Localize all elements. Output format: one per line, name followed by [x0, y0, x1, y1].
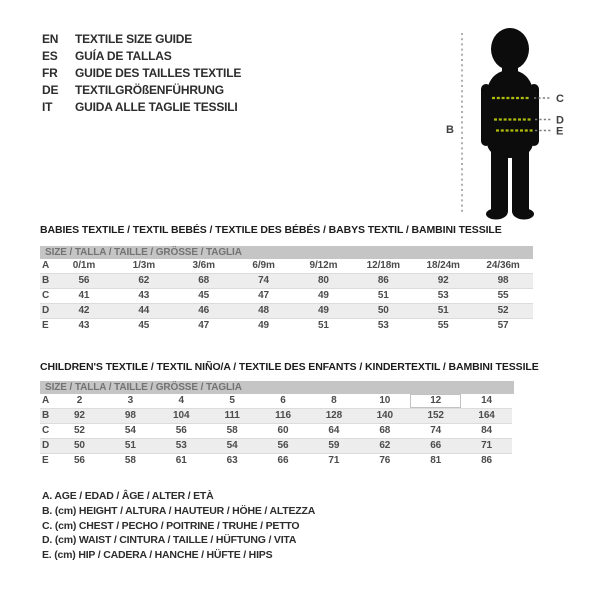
waist-label: D: [556, 114, 564, 127]
table-cell: 55: [497, 290, 509, 301]
table-cell: 52: [73, 425, 85, 436]
table-cell: 62: [138, 275, 150, 286]
language-row: [42, 31, 241, 48]
language-label: TEXTILGRÖßENFÜHRUNG: [75, 83, 224, 97]
table-cell: 43: [138, 290, 150, 301]
table-cell: 50: [73, 440, 85, 451]
table-cell: 60: [277, 425, 289, 436]
hip-label: E: [556, 125, 564, 138]
table-cell: 71: [481, 440, 493, 451]
table-cell: 66: [277, 455, 289, 466]
table-cell: 42: [78, 305, 90, 316]
table-row: [40, 259, 533, 274]
table-cell: 104: [173, 410, 190, 421]
table-cell: 14: [481, 395, 493, 406]
table-cell: 92: [437, 275, 449, 286]
row-label: C: [42, 290, 50, 301]
table-cell: 6: [280, 395, 286, 406]
table-cell: 80: [317, 275, 329, 286]
table-cell: 62: [379, 440, 391, 451]
row-label: E: [42, 455, 49, 466]
table-cell: 51: [124, 440, 136, 451]
table-cell: 3/6m: [192, 260, 215, 271]
table-cell: 140: [376, 410, 393, 421]
table-cell: 56: [78, 275, 90, 286]
row-label: A: [42, 395, 50, 406]
table-cell: 54: [226, 440, 238, 451]
table-cell: 1/3m: [132, 260, 156, 271]
legend-hip: E. (cm) HIP / CADERA / HANCHE / HÜFTE / HIPS: [42, 549, 273, 562]
table-row: [40, 439, 512, 454]
table-cell: 164: [478, 410, 495, 421]
table-cell: 43: [78, 320, 90, 331]
row-label: C: [42, 425, 50, 436]
babies-table: [40, 259, 533, 334]
table-cell: 8: [331, 395, 337, 406]
table-cell: 86: [377, 275, 389, 286]
language-code: ES: [42, 49, 58, 63]
table-cell: 61: [175, 455, 187, 466]
table-cell: 50: [377, 305, 389, 316]
table-cell: 4: [178, 395, 184, 406]
language-label: GUIDA ALLE TAGLIE TESSILI: [75, 100, 238, 114]
table-cell: 86: [481, 455, 493, 466]
table-row: [40, 304, 533, 319]
table-cell: 76: [379, 455, 391, 466]
table-cell: 9/12m: [309, 260, 338, 271]
table-cell: 74: [430, 425, 442, 436]
height-label: B: [446, 124, 454, 136]
table-cell: 98: [124, 410, 136, 421]
chest-label: C: [556, 93, 564, 105]
measurement-legend: [42, 489, 315, 563]
legend-age: A. AGE / EDAD / ÂGE / ALTER / ETÀ: [42, 490, 214, 502]
table-cell: 44: [138, 305, 150, 316]
table-cell: 53: [377, 320, 389, 331]
children-table: [40, 394, 512, 469]
table-cell: 5: [229, 395, 235, 406]
legend-waist: D. (cm) WAIST / CINTURA / TAILLE / HÜFTUNG / VITA: [42, 534, 297, 547]
table-row: [40, 409, 512, 424]
children-size-header: SIZE / TALLA / TAILLE / GRÖSSE / TAGLIA: [40, 381, 514, 394]
language-label: TEXTILE SIZE GUIDE: [75, 32, 193, 46]
table-cell: 92: [73, 410, 85, 421]
language-row: [42, 99, 241, 116]
table-cell: 6/9m: [252, 260, 275, 271]
table-cell: 41: [78, 290, 90, 301]
table-cell: 56: [73, 455, 85, 466]
table-cell: 0/1m: [72, 260, 96, 271]
language-label: GUÍA DE TALLAS: [75, 49, 172, 63]
table-cell: 24/36m: [486, 260, 520, 271]
table-row: [40, 319, 533, 334]
language-label: GUIDE DES TAILLES TEXTILE: [75, 66, 242, 80]
children-table-title: CHILDREN'S TEXTILE / TEXTIL NIÑO/A / TEXTILE DES ENFANTS / KINDERTEXTIL / BAMBINI TESSILE: [40, 361, 539, 373]
table-row: [40, 424, 512, 439]
legend-height: B. (cm) HEIGHT / ALTURA / HAUTEUR / HÖHE / ALTEZZA: [42, 504, 316, 517]
table-row: [40, 394, 512, 409]
table-cell: 18/24m: [426, 260, 460, 271]
table-cell: 66: [430, 440, 442, 451]
language-list: [42, 31, 241, 116]
table-cell: 81: [430, 455, 442, 466]
table-cell: 59: [328, 440, 340, 451]
row-label: B: [42, 410, 50, 421]
table-cell: 58: [124, 455, 136, 466]
table-cell: 45: [198, 290, 210, 301]
table-cell: 57: [497, 320, 509, 331]
table-cell: 51: [377, 290, 389, 301]
table-cell: 58: [226, 425, 238, 436]
table-cell: 71: [328, 455, 340, 466]
table-cell: 49: [317, 290, 329, 301]
row-label: E: [42, 320, 49, 331]
language-code: IT: [42, 100, 53, 114]
table-cell: 47: [258, 290, 270, 301]
language-code: EN: [42, 32, 59, 46]
table-cell: 53: [437, 290, 449, 301]
table-row: [40, 274, 533, 289]
language-code: DE: [42, 83, 59, 97]
table-cell: 12/18m: [366, 260, 400, 271]
table-cell: 128: [325, 410, 343, 421]
table-cell: 152: [427, 410, 444, 421]
table-cell: 74: [258, 275, 270, 286]
table-cell: 3: [127, 395, 134, 406]
table-cell: 68: [198, 275, 210, 286]
table-cell: 53: [175, 440, 187, 451]
table-cell: 49: [317, 305, 329, 316]
table-row: [40, 454, 512, 469]
table-cell: 55: [437, 320, 449, 331]
table-cell: 63: [226, 455, 238, 466]
table-cell: 52: [497, 305, 509, 316]
table-cell: 54: [124, 425, 136, 436]
row-label: D: [42, 440, 50, 451]
babies-table-title: BABIES TEXTILE / TEXTIL BEBÉS / TEXTILE DES BÉBÉS / BABYS TEXTIL / BAMBINI TESSILE: [40, 224, 502, 236]
table-cell: 51: [317, 320, 329, 331]
table-cell: 111: [224, 410, 240, 421]
measurement-figure: [435, 18, 583, 230]
row-label: A: [42, 260, 50, 271]
language-row: [42, 65, 241, 82]
table-cell: 12: [410, 394, 461, 408]
row-label: B: [42, 275, 50, 286]
table-cell: 48: [258, 305, 270, 316]
table-cell: 45: [138, 320, 150, 331]
legend-chest: C. (cm) CHEST / PECHO / POITRINE / TRUHE / PETTO: [42, 519, 300, 532]
table-cell: 56: [277, 440, 289, 451]
table-row: [40, 289, 533, 304]
table-cell: 2: [76, 395, 83, 406]
table-cell: 84: [481, 425, 493, 436]
table-cell: 47: [198, 320, 210, 331]
babies-size-header: SIZE / TALLA / TAILLE / GRÖSSE / TAGLIA: [40, 246, 533, 259]
table-cell: 68: [379, 425, 391, 436]
language-row: [42, 48, 241, 65]
row-label: D: [42, 305, 50, 316]
language-code: FR: [42, 66, 58, 80]
table-cell: 56: [175, 425, 187, 436]
table-cell: 10: [379, 395, 391, 406]
child-silhouette-icon: [481, 28, 539, 220]
table-cell: 116: [275, 410, 291, 421]
table-cell: 49: [258, 320, 270, 331]
table-cell: 64: [328, 425, 340, 436]
table-cell: 46: [198, 305, 210, 316]
table-cell: 51: [437, 305, 449, 316]
language-row: [42, 82, 241, 99]
table-cell: 98: [497, 275, 509, 286]
